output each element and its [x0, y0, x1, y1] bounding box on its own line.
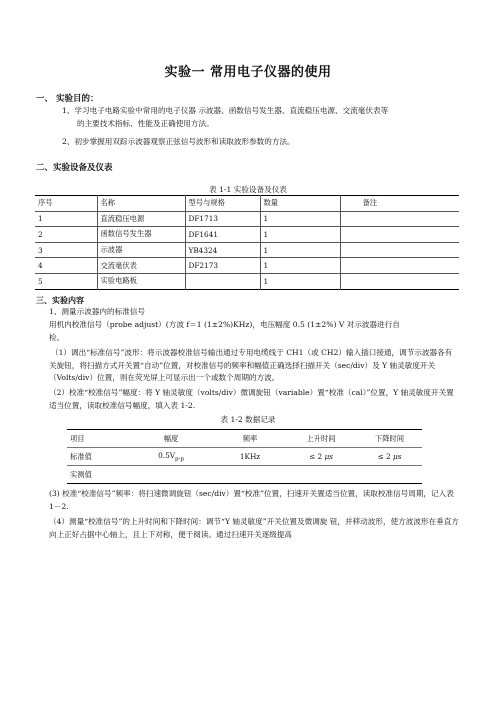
- cell-empty: [357, 466, 422, 484]
- cell-index: 4: [35, 258, 97, 274]
- objective-2: 2、初步掌握用双踪示波器观察正弦信号波形和读取波形参数的方法。: [62, 137, 295, 146]
- cell-remark: [340, 258, 459, 274]
- objective-1-line2: 的主要技术指标、性能及正确使用方法。: [77, 119, 214, 128]
- header-amplitude: 幅度: [163, 433, 179, 443]
- cell-index: 1: [35, 211, 97, 227]
- data-record-table: [67, 429, 422, 484]
- cell-name: 函数信号发生器: [97, 227, 185, 243]
- para3: （2）校准“校准信号”幅度：将 Y 轴灵敏度（volts/div）微调旋钮（variable）置“校准（cal）”位置，Y 轴灵敏度开关置适当位置，读取校准信号幅度，填入表 1-2.: [49, 388, 454, 410]
- rise-time-unit: μs: [324, 452, 333, 461]
- section3-heading: 三、实验内容: [36, 296, 84, 305]
- header-rise-time: 上升时间: [306, 433, 336, 443]
- cell-quantity: 1: [260, 258, 340, 274]
- row-label-standard: 标准值: [67, 448, 127, 466]
- header-frequency: 频率: [242, 433, 258, 443]
- para5: （4）测量“校准信号”的上升时间和下降时间：调节“Y 轴灵敏度”开关位置及微调旋 钮，并移动波形，使方波波形在垂直方向上正好占据中心轴上，且上下对称，便于阅读。通过扫速开关逐级提高: [49, 517, 459, 539]
- cell-empty: [127, 466, 215, 484]
- cell-remark: [340, 242, 459, 258]
- cell-name: 直流稳压电源: [97, 211, 185, 227]
- cell-index: 2: [35, 227, 97, 243]
- table-row: [35, 242, 459, 258]
- header-item: 项目: [70, 433, 85, 443]
- row-label-measured: 实测值: [67, 466, 127, 484]
- cell-quantity: 1: [260, 273, 340, 289]
- cell-model: YB4324: [185, 242, 260, 258]
- section2-heading: 二、实验设备及仪表: [36, 163, 113, 173]
- cell-frequency: 1KHz: [215, 448, 285, 466]
- cell-name: 实验电路板: [97, 273, 185, 289]
- para4: (3) 校准“校准信号”频率：将扫速微调旋钮（sec/div）置“校准”位置，扫速开关置适当位置，读取校准信号周期，记入表 1－2.: [49, 489, 454, 511]
- cell-quantity: 1: [260, 242, 340, 258]
- objective-1-line1: 1、学习电子电路实验中常用的电子仪器 示波器、函数信号发生器、直流稳压电源、交流毫伏表等: [62, 106, 389, 115]
- table-row: [35, 227, 459, 243]
- section3-sub1: 1、测量示波器内的标准信号: [49, 307, 145, 316]
- cell-empty: [285, 466, 357, 484]
- header-index: 序号: [35, 196, 97, 212]
- table-header-row: [67, 430, 422, 448]
- cell-remark: [340, 227, 459, 243]
- header-quantity: 数量: [260, 196, 340, 212]
- page-title: 实验一 常用电子仪器的使用: [164, 65, 332, 80]
- header-model: 型号与规格: [185, 196, 260, 212]
- header-remark: 备注: [362, 198, 378, 208]
- table-row-standard: [67, 448, 422, 466]
- cell-name: 示波器: [97, 242, 185, 258]
- table-header-row: [35, 196, 459, 212]
- cell-rise-time: [285, 448, 357, 466]
- cell-empty: [215, 466, 285, 484]
- table-row: [35, 258, 459, 274]
- table-row-measured: [67, 466, 422, 484]
- para1-line1: 用机内校准信号（probe adjust）(方波 f＝1 (1±2%)KHz)，电压幅度 0.5 (1±2%) V 对示波器进行自: [49, 320, 400, 329]
- cell-name: 交流毫伏表: [97, 258, 185, 274]
- header-name: 名称: [97, 196, 185, 212]
- table-row: [35, 211, 459, 227]
- cell-model: DF1713: [185, 211, 260, 227]
- cell-index: 3: [35, 242, 97, 258]
- header-fall-time: 下降时间: [374, 433, 405, 443]
- cell-index: 5: [35, 273, 97, 289]
- cell-quantity: 1: [260, 227, 340, 243]
- cell-model: DF1641: [185, 227, 260, 243]
- rise-time-value: ≤ 2: [309, 452, 323, 461]
- section1-heading: 一、 实验目的：: [36, 94, 99, 104]
- cell-model: [185, 273, 260, 289]
- para2: （1）调出“标准信号”波形：将示波器校准信号输出通过专用电缆线于 CH1（或 CH2）输入插口接通，调节示波器各有关旋钮，将扫描方式开关置“自动”位置，对校准信号的频率和幅值正确选择扫描开关（sec/div）及 Y 轴灵敏度开关（Volts/div）位置，则在荧光屏上可显示出一个或数个周期的方波。: [49, 348, 453, 382]
- fall-time-value: ≤ 2: [377, 452, 391, 461]
- cell-fall-time: [357, 448, 422, 466]
- cell-model: DF2173: [185, 258, 260, 274]
- table1-caption: 表 1-1 实验设备及仪表: [209, 185, 287, 194]
- equipment-table: [35, 195, 459, 290]
- cell-amplitude: [127, 448, 215, 466]
- para1-line2: 检。: [49, 333, 65, 342]
- fall-time-unit: μs: [392, 452, 402, 461]
- table-row: [35, 273, 459, 289]
- cell-quantity: 1: [260, 211, 340, 227]
- amplitude-value: 0.5V: [158, 450, 175, 460]
- table2-caption: 表 1-2 数据记录: [220, 415, 276, 424]
- cell-remark: [340, 211, 459, 227]
- amplitude-subscript: p-p: [174, 456, 184, 463]
- cell-remark: [340, 273, 459, 289]
